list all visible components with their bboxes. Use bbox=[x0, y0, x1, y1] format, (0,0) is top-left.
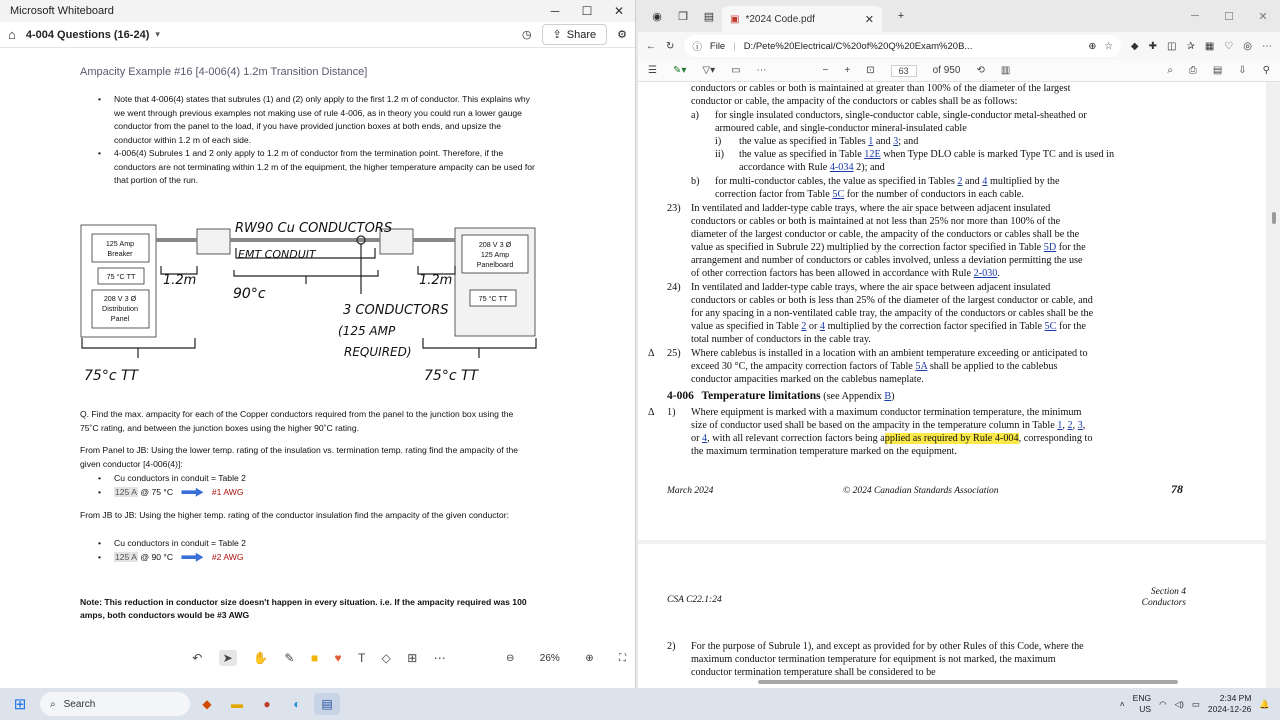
header-conductors: Conductors bbox=[1141, 598, 1186, 608]
pdf-mark: 2) bbox=[667, 641, 676, 652]
table-1-link[interactable]: 1 bbox=[1057, 420, 1063, 431]
panelboard-label-1: 208 V 3 Ø bbox=[478, 240, 512, 249]
whiteboard-header bbox=[0, 22, 635, 48]
zoom-icon[interactable]: ⊕ bbox=[1088, 40, 1097, 52]
scroll-thumb[interactable] bbox=[1272, 212, 1276, 224]
heart-icon[interactable]: ♥ bbox=[334, 651, 342, 665]
arrow-right-icon bbox=[181, 488, 203, 497]
sticky-note-icon[interactable]: ■ bbox=[310, 651, 319, 665]
clock-time: 2:34 PM bbox=[1219, 693, 1252, 703]
chevron-down-icon[interactable]: ▾ bbox=[155, 29, 160, 39]
gear-icon[interactable]: ⚙ bbox=[617, 29, 627, 41]
reading-view-icon[interactable]: ▭ bbox=[731, 65, 741, 76]
rotate-icon[interactable]: ⟲ bbox=[976, 65, 985, 76]
left-temp-label: 75°c TT bbox=[84, 368, 139, 384]
conductors-label: RW90 Cu CONDUCTORS bbox=[235, 221, 393, 236]
close-icon[interactable]: ✕ bbox=[613, 4, 625, 18]
collections-icon[interactable]: ▦ bbox=[1204, 40, 1215, 52]
favorites-icon[interactable]: ✰ bbox=[1186, 40, 1195, 52]
fit-page-icon[interactable]: ⊡ bbox=[866, 65, 875, 76]
pdf-mark: ii) bbox=[715, 149, 725, 160]
list-item: • Note that 4-006(4) states that subrules (1) and (2) only apply to the first 1.2 m of conductor. This explains why we went through previous examples not making use of rule 4-006, as in theory you could run a lower gauge conductor from the panel to the load, if you have provided junction boxes at both ends, and upsize the conductor within 1.2 m of each side. bbox=[96, 93, 536, 147]
pdf-icon: ▣ bbox=[730, 13, 740, 25]
panel-to-jb-list bbox=[96, 472, 516, 499]
text-icon[interactable]: T bbox=[357, 651, 366, 665]
panel-to-jb-ref: [4-006(4)]: bbox=[143, 458, 183, 469]
edge-icon[interactable]: ◐ bbox=[293, 697, 301, 711]
right-tt-label: 75 °C TT bbox=[478, 294, 508, 303]
footer-copyright: © 2024 Canadian Standards Association bbox=[843, 486, 999, 496]
breaker-label-1: 125 Amp bbox=[105, 239, 135, 248]
table-2-link[interactable]: 2 bbox=[1067, 420, 1073, 431]
search-icon[interactable]: ⌕ bbox=[1167, 65, 1173, 76]
edge-window bbox=[638, 0, 1280, 688]
whiteboard-canvas[interactable] bbox=[0, 48, 636, 688]
section-heading: 4-006 Temperature limitations (see Appendix B) bbox=[667, 390, 895, 402]
address-bar[interactable]: ⓘ File | D:/Pete%20Electrical/C%20of%20Q%20Exam%20B... ⊕ ☆ bbox=[684, 35, 1121, 57]
table-2-link[interactable]: 2 bbox=[801, 321, 807, 332]
table-2-link[interactable]: 2 bbox=[957, 176, 963, 187]
zoom-out-icon[interactable]: − bbox=[822, 65, 829, 76]
maximize-icon[interactable]: ☐ bbox=[1224, 10, 1234, 23]
search-icon: ⌕ bbox=[50, 698, 56, 710]
pdf-mark: i) bbox=[715, 136, 722, 147]
workspaces-icon[interactable]: ❐ bbox=[678, 10, 688, 23]
dist-label-3: Panel bbox=[110, 314, 130, 323]
language-indicator[interactable]: ENG US bbox=[1132, 693, 1152, 714]
tab-bar bbox=[638, 0, 1280, 32]
notifications-icon[interactable]: 🔔 bbox=[1259, 698, 1270, 709]
profile-icon[interactable]: ◉ bbox=[652, 10, 662, 23]
taskbar-search[interactable] bbox=[40, 692, 190, 716]
panel-to-jb-intro bbox=[80, 444, 530, 471]
app-icon[interactable]: ● bbox=[263, 697, 271, 711]
back-icon[interactable]: ← bbox=[646, 40, 656, 52]
required-label: REQUIRED) bbox=[344, 345, 412, 359]
dist-label-2: Distribution bbox=[102, 304, 138, 313]
pdf-line: for single insulated conductors, single-conductor cable, single-conductor metal-sheathed or bbox=[715, 110, 1087, 121]
pdf-line: conductor or cable, the ampacity of the conductors or cables shall be as follows: bbox=[691, 96, 1018, 107]
footer-page-number: 78 bbox=[1171, 482, 1183, 496]
zoom-level: 26% bbox=[539, 652, 560, 664]
jb-temp: @ 90 °C bbox=[140, 551, 174, 562]
hand-icon[interactable]: ✋ bbox=[253, 651, 269, 665]
pdf-line: In ventilated and ladder-type cable trays, where the air space between adjacent insulated bbox=[691, 282, 1051, 293]
list-item bbox=[96, 551, 516, 565]
pdf-line: In ventilated and ladder-type cable trays, where the air space between adjacent insulated bbox=[691, 203, 1051, 214]
shapes-icon[interactable]: ◇ bbox=[381, 651, 391, 665]
page-view-icon[interactable]: ▥ bbox=[1000, 65, 1011, 76]
tab-pdf[interactable] bbox=[722, 6, 882, 32]
table-4-link[interactable]: 4 bbox=[819, 321, 826, 332]
pdf-line: for any spacing in a non-ventilated cable tray, the ampacity of the conductors or cables shall be the bbox=[691, 308, 1094, 319]
panelboard-label-2: 125 Amp bbox=[480, 250, 510, 259]
pdf-line: conductors or cables or both is maintained at not less than 25% nor more than 100% of the bbox=[691, 216, 1061, 227]
panel-amps: 125 A bbox=[115, 486, 137, 497]
dist-label-1: 208 V 3 Ø bbox=[103, 294, 137, 303]
pdf-line: Where cablebus is installed in a location with an ambient temperature exceeding or anticipated to bbox=[691, 348, 1088, 359]
pdf-line: for multi-conductor cables, the value as specified in Tables 2 and 4 multiplied by the bbox=[715, 176, 1060, 187]
pdf-line: For the purpose of Subrule 1), and except as provided for by other Rules of this Code, where the bbox=[691, 641, 1084, 652]
section-title: Temperature limitations bbox=[701, 390, 821, 402]
tab-actions-icon[interactable]: ▤ bbox=[703, 10, 715, 23]
question-text: Q. Find the max. ampacity for each of the Copper conductors required from the panel to the junction box using the 75˚C rating, and between the junction boxes using the higher 90˚C rating. bbox=[80, 409, 514, 433]
share-label: Share bbox=[566, 28, 597, 41]
info-icon[interactable]: ⓘ bbox=[692, 42, 702, 53]
select-icon[interactable]: ➤ bbox=[219, 650, 237, 666]
arrow-right-icon bbox=[181, 553, 203, 562]
highlighted-text[interactable]: pplied as required by Rule 4-004 bbox=[884, 433, 1019, 444]
windows-start-icon[interactable]: ⊞ bbox=[13, 696, 27, 713]
table-5c-link[interactable]: 5C bbox=[832, 189, 845, 200]
minimize-icon[interactable]: ─ bbox=[1191, 9, 1199, 22]
page-number-input[interactable]: 63 bbox=[891, 65, 917, 77]
table-5c-link[interactable]: 5C bbox=[1044, 321, 1057, 332]
pdf-mark: 24) bbox=[667, 282, 681, 293]
more-tools-icon[interactable]: ⋯ bbox=[756, 65, 767, 76]
pdf-line: Where equipment is marked with a maximum conductor termination temperature, the minimum bbox=[691, 407, 1082, 418]
file-explorer-icon[interactable]: ▬ bbox=[231, 697, 243, 711]
zoom-in-icon[interactable]: + bbox=[844, 65, 851, 76]
timer-icon[interactable]: ◷ bbox=[521, 29, 532, 41]
minimize-icon[interactable]: ─ bbox=[550, 4, 560, 18]
revision-marker: Δ bbox=[648, 407, 655, 418]
close-icon[interactable]: ✕ bbox=[1258, 10, 1268, 23]
zoom-controls bbox=[506, 646, 626, 670]
pdf-line: or 4, with all relevant correction factors being applied as required by Rule 4-004, corresponding to bbox=[691, 433, 1093, 444]
extension-icon[interactable]: ◆ bbox=[1130, 40, 1139, 52]
pdf-line: the value as specified in Table 12E when Type DLO cable is marked Type TC and is used in bbox=[739, 149, 1115, 160]
more-icon[interactable]: ⋯ bbox=[433, 651, 446, 665]
right-distance-label: 1.2m bbox=[419, 273, 453, 288]
zoom-in-icon[interactable]: ⊕ bbox=[585, 652, 594, 664]
home-icon[interactable]: ⌂ bbox=[8, 27, 16, 42]
jb-result: #2 AWG bbox=[211, 551, 244, 562]
page-total: of 950 bbox=[932, 65, 961, 76]
pdf-mark: a) bbox=[691, 110, 699, 121]
copilot-icon[interactable]: ◎ bbox=[1243, 40, 1252, 52]
draw-icon[interactable]: ▽▾ bbox=[702, 65, 716, 76]
table-3-link[interactable]: 3 bbox=[893, 136, 899, 147]
print-icon[interactable]: ⎙ bbox=[1188, 65, 1197, 76]
pdf-viewer[interactable] bbox=[638, 82, 1280, 688]
pdf-line: size of conductor used shall be based on the ampacity in the temperature column in Table 1, 2, 3, bbox=[691, 420, 1086, 431]
vertical-scrollbar[interactable] bbox=[1272, 172, 1276, 688]
puzzle-icon[interactable]: ✚ bbox=[1148, 40, 1157, 52]
list-item: • Cu conductors in conduit = Table 2 bbox=[96, 537, 516, 551]
table-4-link[interactable]: 4 bbox=[982, 176, 988, 187]
pdf-line: arrangement and number of conductors or cables involved, unless a deviation permitting the use bbox=[691, 255, 1083, 266]
amp-label: (125 AMP bbox=[338, 324, 396, 338]
zoom-out-icon[interactable]: ⊖ bbox=[506, 652, 515, 664]
contents-icon[interactable]: ☰ bbox=[648, 65, 657, 76]
pdf-line: value as specified in Subrule 22) multiplied by the correction factor specified in Table 5D for the bbox=[691, 242, 1086, 253]
search-label: Search bbox=[63, 698, 96, 710]
system-tray bbox=[1120, 693, 1280, 715]
table-1-link[interactable]: 1 bbox=[868, 136, 874, 147]
insert-icon[interactable]: ⊞ bbox=[407, 651, 418, 665]
pin-icon[interactable]: ⚲ bbox=[1262, 65, 1270, 76]
list-item: • Cu conductors in conduit = Table 2 bbox=[96, 472, 516, 486]
table-5d-link[interactable]: 5D bbox=[1043, 242, 1057, 253]
rule-2-030-link[interactable]: 2-030 bbox=[973, 268, 998, 279]
table-3-link[interactable]: 3 bbox=[1077, 420, 1083, 431]
revision-marker: Δ bbox=[648, 348, 655, 359]
pdf-mark: b) bbox=[691, 176, 700, 187]
share-button[interactable] bbox=[542, 24, 608, 45]
pdf-toolbar bbox=[638, 60, 1280, 82]
pdf-line: conductors or cables or both is less than 25% of the diameter of the largest conductor or cable, and bbox=[691, 295, 1093, 306]
whiteboard-titlebar bbox=[0, 0, 635, 22]
save-as-icon[interactable]: ⇩ bbox=[1238, 65, 1247, 76]
left-junction-box bbox=[197, 229, 230, 254]
chevron-up-icon[interactable]: ˄ bbox=[1119, 699, 1125, 709]
table-5a-link[interactable]: 5A bbox=[915, 361, 928, 372]
pdf-line: maximum conductor termination temperature for equipment is not marked, the maximum bbox=[691, 654, 1056, 665]
undo-icon[interactable]: ↶ bbox=[192, 651, 203, 665]
wifi-icon[interactable]: ◠ bbox=[1159, 698, 1167, 709]
board-name[interactable]: 4-004 Questions (16-24) bbox=[25, 28, 150, 41]
panel-to-jb-intro-text: From Panel to JB: Using the lower temp. rating of the insulation vs. termination temp. rating find the ampacity of the given conductor bbox=[80, 445, 519, 469]
rule-4-034-link[interactable]: 4-034 bbox=[829, 162, 854, 173]
breaker-label-2: Breaker bbox=[107, 249, 133, 258]
pdf-line: conductor ampacities marked on the cablebus nameplate. bbox=[691, 374, 924, 385]
note-text: Note: This reduction in conductor size doesn't happen in every situation. i.e. If the ampacity required was 100 amps, both conductors would be #3 AWG bbox=[80, 597, 527, 620]
pdf-mark: 23) bbox=[667, 203, 681, 214]
close-tab-icon[interactable]: ✕ bbox=[864, 13, 874, 26]
jb-to-jb-list bbox=[96, 537, 516, 564]
appendix-b-link[interactable]: B bbox=[884, 391, 892, 402]
save-icon[interactable]: ▤ bbox=[1212, 65, 1223, 76]
pdf-line: conductors or cables or both is maintained at greater than 100% of the diameter of the largest bbox=[691, 83, 1071, 94]
volume-icon[interactable]: ◁) bbox=[1174, 698, 1184, 709]
address-bar-row bbox=[638, 32, 1280, 60]
footer-date: March 2024 bbox=[667, 486, 714, 496]
pen-icon[interactable]: ✎ bbox=[284, 651, 295, 665]
fit-screen-icon[interactable]: ⛶ bbox=[618, 652, 626, 664]
new-tab-icon[interactable]: + bbox=[897, 10, 905, 22]
pdf-line: diameter of the largest conductor or cable, the ampacity of the conductors or cables shall be the bbox=[691, 229, 1080, 240]
list-item bbox=[96, 486, 516, 500]
jb-to-jb-intro: From JB to JB: Using the higher temp. rating of the conductor insulation find the ampacity of the given conductor: bbox=[80, 510, 509, 520]
table-12e-link[interactable]: 12E bbox=[864, 149, 881, 160]
pdf-line: conductor termination temperature shall be considered to be bbox=[691, 667, 936, 678]
clock[interactable] bbox=[1208, 693, 1251, 715]
header-code: CSA C22.1:24 bbox=[667, 595, 722, 605]
clock-date: 2024-12-26 bbox=[1207, 704, 1252, 714]
conductor-count-label: 3 CONDUCTORS bbox=[343, 303, 449, 318]
browser-essentials-icon[interactable]: ♡ bbox=[1224, 40, 1234, 52]
header-section: Section 4 bbox=[1150, 587, 1186, 597]
conduit-label: EMT CONDUIT bbox=[238, 248, 316, 261]
share-icon: ⇪ bbox=[552, 29, 562, 41]
pdf-line: value as specified in Table 2 or 4 multiplied by the correction factor specified in Table 5C for the bbox=[691, 321, 1086, 332]
pdf-line: of other correction factors has been allowed in accordance with Rule 2-030. bbox=[691, 268, 1000, 279]
mid-temp-label: 90°c bbox=[233, 286, 266, 302]
menu-icon[interactable]: ⋯ bbox=[1262, 40, 1272, 52]
drawing-toolbar bbox=[184, 646, 454, 670]
horizontal-scrollbar[interactable] bbox=[758, 680, 1178, 684]
section-number: 4-006 bbox=[667, 390, 694, 402]
app-title: Microsoft Whiteboard bbox=[10, 5, 114, 17]
pdf-line: the maximum termination temperature marked on the equipment. bbox=[691, 446, 957, 457]
pdf-line: total number of conductors in the cable tray. bbox=[691, 334, 871, 345]
taskbar bbox=[0, 688, 1280, 720]
jb-amps: 125 A bbox=[115, 551, 137, 562]
pdf-page-79 bbox=[638, 544, 1266, 688]
maximize-icon[interactable]: ☐ bbox=[581, 4, 593, 18]
highlight-icon[interactable]: ✎▾ bbox=[672, 65, 687, 76]
pdf-mark: 25) bbox=[667, 348, 681, 359]
refresh-icon[interactable]: ↻ bbox=[666, 40, 675, 52]
example-heading: Ampacity Example #16 [4-006(4) 1.2m Transition Distance] bbox=[80, 66, 368, 78]
whiteboard-window bbox=[0, 0, 636, 688]
pdf-line: armoured cable, and single-conductor mineral-insulated cable bbox=[715, 123, 967, 134]
panel-result: #1 AWG bbox=[211, 486, 244, 497]
pdf-page-78 bbox=[638, 82, 1266, 540]
tab-title: *2024 Code.pdf bbox=[745, 13, 815, 25]
list-item: • 4-006(4) Subrules 1 and 2 only apply to 1.2 m of conductor from the termination point. Therefore, if the conductors are not terminating within 1.2 m of the equipment, the higher temperature ampacity can be used for that portion of the run. bbox=[96, 147, 536, 188]
pdf-line: accordance with Rule 4-034 2); and bbox=[739, 162, 885, 173]
right-temp-label: 75°c TT bbox=[424, 368, 479, 384]
split-screen-icon[interactable]: ◫ bbox=[1167, 40, 1177, 52]
pdf-mark: 1) bbox=[667, 407, 676, 418]
url-text: D:/Pete%20Electrical/C%20of%20Q%20Exam%20B... bbox=[743, 40, 973, 52]
favorite-icon[interactable]: ☆ bbox=[1104, 40, 1113, 52]
pdf-line: correction factor from Table 5C for the number of conductors in each cable. bbox=[715, 189, 1024, 200]
battery-icon[interactable]: ▭ bbox=[1191, 698, 1200, 709]
panel-temp: @ 75 °C bbox=[140, 486, 174, 497]
url-prefix: File bbox=[709, 40, 726, 52]
table-4-link[interactable]: 4 bbox=[702, 433, 708, 444]
pdf-line: the value as specified in Tables 1 and 3; and bbox=[739, 136, 919, 147]
pdf-line: exceed 30 °C, the ampacity correction factors of Table 5A shall be applied to the cablebus bbox=[691, 361, 1058, 372]
wiring-diagram bbox=[0, 48, 636, 688]
panelboard-label-3: Panelboard bbox=[476, 260, 514, 269]
whiteboard-icon[interactable]: ▤ bbox=[314, 693, 340, 715]
left-tt-label: 75 °C TT bbox=[106, 272, 136, 281]
copilot-icon[interactable]: ◆ bbox=[202, 697, 212, 711]
left-distance-label: 1.2m bbox=[163, 273, 197, 288]
